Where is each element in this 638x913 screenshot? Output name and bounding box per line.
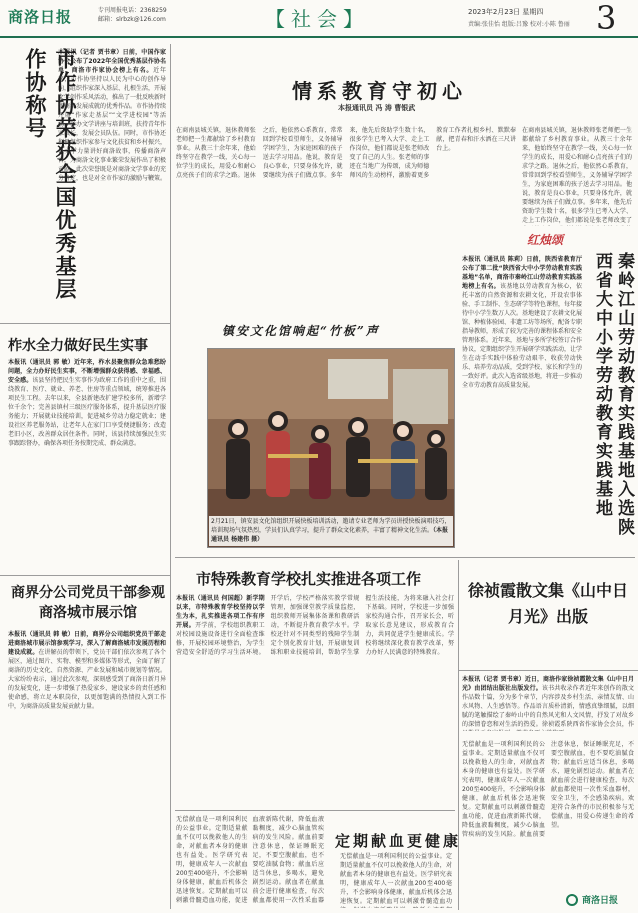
- article-qinghuai-body: 在商南县城关镇，退休教师张老师把一生都献给了乡村教育事业。从教三十余年来，他始终坚守在教学一线，关心每一位学生的成长，用爱心和耐心点亮孩子们的求学之路。退休之后，他依然心系教育，常常回到学校看望师生，义务辅导学困学生，为家庭困难的孩子送去学习用品。他说，教育是良心事业，只要身体允许，就要继续为孩子们做点事。多年来，他先后资助学生数十名，很多学生已考入大学、走上工作岗位，他们都说是张老师改变了自己的人生。张老师的事迹在当地广为传颂，成为师德师风的生动榜样，激励着更多教育工作者扎根乡村、默默奉献，把青春和汗水洒在三尺讲台上。: [176, 127, 516, 179]
- column-divider: [458, 560, 459, 910]
- headline-dangyuan: 商界分公司党员干部参观商洛城市展示馆: [11, 585, 165, 621]
- photo-credit: （本报通讯员 杨建伟 摄）: [211, 527, 449, 543]
- article-xianxue-body-mid: 无偿献血是一项利国利民的公益事业。定期适量献血不仅可以挽救他人的生命，对献血者本身的健康也有益处。医学研究表明，健康成年人一次献血200至400毫升，不会影响身体健康，献血后机体会迅速恢复。定期献血可以刺激骨髓造血功: [340, 853, 452, 905]
- section-title: 【社会】: [265, 7, 369, 31]
- photo-caption: 2月21日，镇安县文化馆组织开展快板培训活动，邀请专业老师为学员讲授快板演唱技巧，培训现场气氛热烈，学员们认真学习，提升了群众文化素养，丰富了精神文化生活。（本报通讯员 杨建伟 摄）: [209, 516, 453, 546]
- article-dangyuan-body: 本报讯（通讯员 韩 敏）日前，商界分公司组织党员干部走进商洛城市展示馆参观学习，深入了解商洛城市发展历程和建设成就。在讲解员的带领下，党员干部们依次参观了各个展区，通过图片、实物、模型和多媒体等形式，全面了解了商洛的历史文化、自然资源、产业发展和城市规划等情况。大家纷纷表示，通过此次参观，深刻感受到了商洛日新月异的发展变化，进一步增强了热爱家乡、建设家乡的责任感和使命感，将立足本职岗位，以更加饱满的热情投入到工作中，为商洛高质量发展贡献力量。: [8, 631, 166, 710]
- article-xiehui-body: 本报讯（记者 贾书章）日前，中国作家协会公布了2022年全国优秀基层作协名单，商洛市作家协会榜上有名。近年来，市作协坚持以人民为中心的创作导向，组织作家深入基层、扎根生活，开展文学创作采风活动，推出了一批反映新时代商洛发展成就的优秀作品。市作协持续开展“作家走基层”“文学进校园”等活动，举办文学讲座与培训班，扶持青年作家成长，发展会员队伍。同时，市作协还积极组织作家参与文化扶贫和乡村振兴，以文学力量讲好商洛故事，传播商洛声音，为商洛文化事业繁荣发展作出了积极贡献。此次荣誉既是对商洛文学事业的充分肯定，也是对全市作家的激励与鞭策。: [58, 49, 166, 182]
- footer-stamp: 商洛日报: [582, 896, 619, 906]
- row-divider: [0, 323, 170, 324]
- headline-xiehui: 市作协荣获全国优秀基层作协称号: [23, 48, 78, 301]
- article-minsheng-body: 本报讯（通讯员 郭 敏）近年来，柞水县聚焦群众急难愁盼问题，全力办好民生实事，不断增强群众获得感、幸福感、安全感。该县坚持把民生实事作为政府工作的重中之重，围绕教育、医疗、就业、养老、住房等重点领域，统筹推进各项民生工程。去年以来，全县新建改扩建学校多所，新增学位千余个；完善县镇村三级医疗服务体系，提升基层医疗服务能力；开展就业技能培训，促进城乡劳动力稳定就业；建设社区养老服务站，让老年人在家门口享受便捷服务；改造老旧小区，改善群众居住条件。同时，该县持续加强民生实事跟踪督办，确保各项任务按期完成、群众满意。: [8, 359, 166, 447]
- headline-minsheng: 柞水全力做好民生实事: [8, 338, 148, 354]
- logo-seal-icon: [566, 894, 578, 906]
- newspaper-logo: 商洛日报: [8, 8, 73, 26]
- page-number: 3: [596, 0, 617, 37]
- headline-sanwen: 徐祯霞散文集《山中日月光》出版: [467, 581, 628, 626]
- article-laodong-body: 本报讯（通讯员 陈莉）日前，陕西省教育厅公布了第二批“陕西省大中小学劳动教育实践基地”名单，商洛市秦岭江山劳动教育实践基地榜上有名。该基地以劳动教育为核心，依托丰富的自然资源和农耕文化，开设农事体验、手工制作、生态研学等特色课程，每年接待中小学生数万人次。基地建设了农耕文化展馆、种植体验园、非遗工坊等场所，配备专职指导教师，形成了较为完善的课程体系和安全管理体系。近年来，基地与多所学校签订合作协议，定期组织学生开展研学实践活动，让学生在动手实践中体验劳动艰辛、收获劳动快乐、培养劳动品质，受到学校、家长和学生的一致好评。此次入选省级基地，将进一步推动全市劳动教育高质量发展。: [462, 256, 582, 389]
- row-divider: [175, 557, 635, 558]
- column-divider: [170, 44, 171, 909]
- headline-photo: 镇安文化馆响起“竹板”声: [222, 324, 380, 338]
- article-sanwen-body: 本报讯（记者 贾书章）近日，商洛作家徐祯霞散文集《山中日月光》由团结出版社出版发行。该书共收录作者近年来创作的散文作品数十篇，分为多个章节，内容涉及乡村生活、亲情友情、山水风物、人生感悟等。作品语言质朴清新，情感真挚细腻，以细腻的笔触描绘了秦岭山中的自然风光和人文风情，抒发了对故乡的深情眷恋和对生活的热爱。徐祯霞系陕西省作家协会会员，作: [462, 676, 634, 728]
- column-tag: 红烛颂: [527, 233, 564, 247]
- headline-laodong: 秦岭江山劳动教育实践基地入选陕西省大中小学劳动教育实践基地: [592, 252, 634, 537]
- masthead: [0, 0, 638, 38]
- article-qinghuai-body-cont: 在商南县城关镇，退休教师张老师把一生都献给了乡村教育事业。从教三十余年来，他始终坚守在教学一线，关心每一位学生的成长，用爱心和耐心点亮孩子们的求学之路。退休之后，他依然心系教育，常常回到学校看望师生，义务辅导学困学生，为家庭困难的孩子送去学习用品。他说，教育是良心事业，只要身体允许，就要继续为孩子们做点事。多年来，他先后资助学生数十名，很多学生已考入大学、走上工作岗位，他们都说是张老师改变了: [522, 127, 632, 224]
- headline-xianxue: 定期献血更健康: [335, 832, 462, 850]
- headline-tejiao: 市特殊教育学校扎实推进各项工作: [196, 570, 422, 588]
- row-divider: [0, 575, 170, 576]
- article-tejiao-body: 本报讯（通讯员 何国超）新学期以来，市特殊教育学校坚持以学生为本，扎实推进各项工作有序开展。开学前，学校组织教职工对校园设施设备进行全面检查维修，开展校园环境整治，为学生营造安全舒适的学习生活环境。开学后，学校严格落实教学常规管理，加强课堂教学质量监控，组织教师开展集体备课和教研活动，不断提升教育教学水平。学校还针对不同类型的残障学生制定个别化教育计划，开展康复训练和职业技能培训，帮助学生掌握生活技能，为将来融入社会打下基础。同时，学校进一步加强家校沟通合作，召开家长会，听取家长意见建议，形成教育合力，共同促进学生健康成长。学校将继续深化教育教学改革，努力办好人民满意的特殊教育。: [176, 595, 454, 656]
- byline-qinghuai: 本报通讯员 冯 涛 曹银武: [338, 104, 416, 112]
- headline-qinghuai: 情系教育守初心: [292, 79, 467, 103]
- editor-credits: 责编:张佳怡 组版:吕豫 校对:小陈 鲁丽: [468, 21, 570, 28]
- row-divider: [458, 670, 638, 671]
- contact-info: 专刊周报电话：2368259 邮箱：slrbzk@126.com: [98, 7, 167, 23]
- article-xianxue-body-right: 无偿献血是一项利国利民的公益事业。定期适量献血不仅可以挽救他人的生命，对献血者本身的健康也有益处。医学研究表明，健康成年人一次献血200至400毫升，不会影响身体健康，献血后机体会迅速恢复。定期献血可以刺激骨髓造血功能，促进血液新陈代谢，降低血液黏稠度，减少心脑血管疾病的发生风险。献血前要注意休息，保证睡眠充足，不要空腹献血，也不要吃油腻食物；献血后应适当休息，多喝水，避免剧烈运动。献血者在献血前会进行健康检查，每次献血都使用一次性采血器材，安全卫生，不会感染疾病。欢迎符合条件的市民积极参与无偿献血，用爱心传递生命的希望。: [462, 741, 634, 838]
- issue-date: 2023年2月23日 星期四: [468, 8, 544, 16]
- article-xianxue-body-left: 无偿献血是一项利国利民的公益事业。定期适量献血不仅可以挽救他人的生命，对献血者本身的健康也有益处。医学研究表明，健康成年人一次献血200至400毫升，不会影响身体健康，献血后机体会迅速恢复。定期献血可以刺激骨髓造血功能，促进血液新陈代谢，降低血液黏稠度，减少心脑血管疾病的发生风险。献血前要注意休息，保证睡眠充足，不要空腹献血，也不要吃油腻食物；献血后应适当休息，多喝水，避免剧烈运动。献血者在献血前会进行健康检查，每次献血都使用一次性采血器: [176, 816, 324, 904]
- row-divider: [175, 810, 455, 811]
